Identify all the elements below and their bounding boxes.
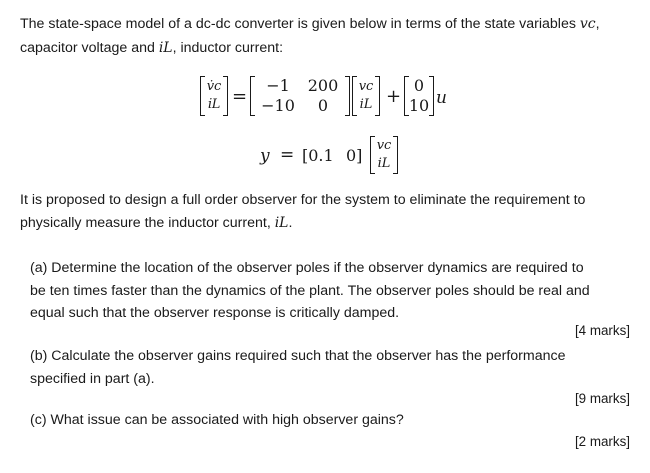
- b2: 10: [408, 96, 430, 115]
- il-output: iL: [377, 156, 391, 171]
- a-matrix: [250, 76, 350, 116]
- vc-dot: v̇c: [206, 79, 222, 94]
- intro-text-3: , inductor current:: [172, 40, 284, 56]
- part-c-line-1: (c) What issue can be associated with high observer gains?: [30, 412, 404, 428]
- plus-sign: +: [386, 86, 402, 107]
- observer-period: .: [288, 215, 293, 231]
- input-u: u: [436, 88, 447, 108]
- il-symbol-2: iL: [274, 215, 289, 231]
- output-state-vector: [370, 136, 398, 174]
- observer-line-1: It is proposed to design a full order observer for the system to eliminate the requirement to: [20, 192, 586, 208]
- output-equals: =: [280, 145, 295, 165]
- part-a-marks: [4 marks]: [574, 323, 630, 338]
- part-b-line-2: specified in part (a).: [30, 371, 155, 387]
- part-a-line-3: equal such that the observer response is critically damped.: [30, 305, 400, 321]
- b1: 0: [413, 76, 425, 95]
- intro-text: The state-space model of a dc-dc converter is given below in terms of the state variables: [20, 16, 580, 32]
- part-b-marks: [9 marks]: [574, 391, 630, 406]
- a22: 0: [317, 96, 329, 115]
- observer-text: physically measure the inductor current,: [20, 215, 275, 231]
- state-vector: [352, 76, 380, 116]
- part-a-line-2: be ten times faster than the dynamics of the plant. The observer poles should be real and: [30, 283, 590, 299]
- a21: −10: [261, 96, 295, 115]
- c-entry-2: 0]: [346, 146, 363, 165]
- part-b-line-1: (b) Calculate the observer gains required such that the observer has the performance: [30, 348, 566, 364]
- vc-symbol: vc: [579, 16, 596, 32]
- equals-sign: =: [232, 86, 248, 107]
- intro-text-2: capacitor voltage and: [20, 40, 159, 56]
- intro-comma: ,: [595, 16, 600, 32]
- intro-line-2: [20, 38, 283, 58]
- output-y: y: [260, 146, 270, 166]
- vc-state: vc: [358, 79, 374, 94]
- c-entry-1: [0.1: [302, 146, 334, 165]
- part-a-line-1: (a) Determine the location of the observer poles if the observer dynamics are required to: [30, 260, 584, 276]
- vc-output: vc: [376, 138, 392, 153]
- a11: −1: [266, 76, 290, 95]
- a12: 200: [307, 76, 339, 95]
- intro-line-1: [20, 14, 600, 34]
- il-dot: i̇L: [207, 97, 221, 112]
- il-state: iL: [359, 97, 373, 112]
- il-symbol: iL: [158, 40, 173, 56]
- observer-line-2: [20, 213, 292, 233]
- state-derivative-vector: [200, 76, 228, 116]
- b-vector: [404, 76, 434, 116]
- part-c-marks: [2 marks]: [574, 434, 630, 449]
